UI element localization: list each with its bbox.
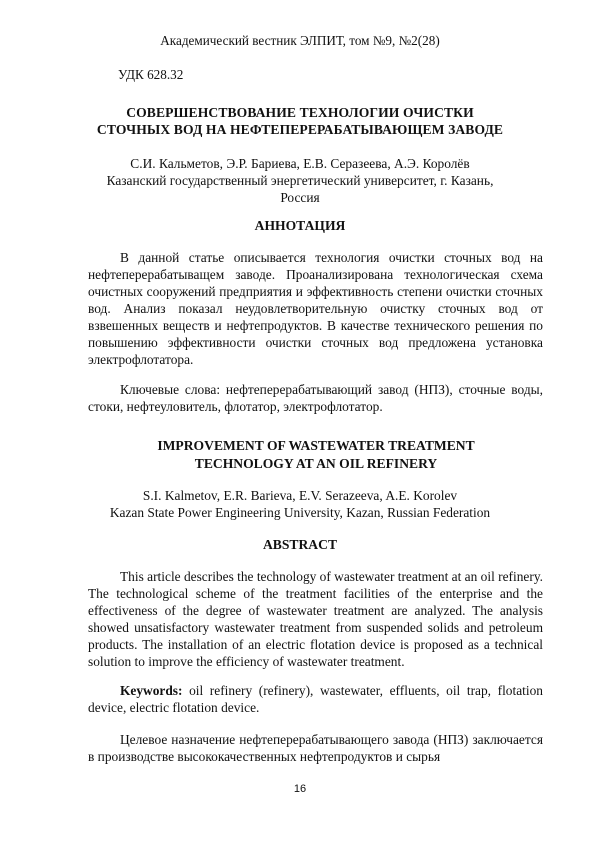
keywords-en-label: Keywords: [120,683,182,698]
author-names-en: S.I. Kalmetov, E.R. Barieva, E.V. Serazeeva, A.E. Korolev [60,487,540,504]
title-ru [60,104,540,138]
abstract-heading: ABSTRACT [0,537,600,553]
title-en-line1: IMPROVEMENT OF WASTEWATER TREATMENT [90,437,542,455]
keywords-ru: Ключевые слова: нефтеперерабатывающий завод (НПЗ), сточные воды, стоки, нефтеуловитель, флотатор, электрофлотатор. [88,381,543,415]
keywords-en-text: oil refinery (refinery), wastewater, effluents, oil trap, flotation device, electric flotation device. [88,683,543,715]
title-en-line2: TECHNOLOGY AT AN OIL REFINERY [90,455,542,473]
affiliation-ru-line1: Казанский государственный энергетический университет, г. Казань, [60,172,540,189]
keywords-en [88,682,543,716]
title-ru-line1: СОВЕРШЕНСТВОВАНИЕ ТЕХНОЛОГИИ ОЧИСТКИ [60,104,540,121]
authors-ru [60,155,540,206]
author-names-ru: С.И. Кальметов, Э.Р. Бариева, Е.В. Серазеева, А.Э. Королёв [60,155,540,172]
title-en [90,437,542,473]
title-ru-line2: СТОЧНЫХ ВОД НА НЕФТЕПЕРЕРАБАТЫВАЮЩЕМ ЗАВОДЕ [60,121,540,138]
udk-code: УДК 628.32 [118,67,183,83]
authors-en [60,487,540,521]
page-number: 16 [0,783,600,795]
page [0,0,600,849]
body-text-start: Целевое назначение нефтеперерабатывающего завода (НПЗ) заключается в производстве высококачественных нефтепродуктов и сырья [88,731,543,765]
abstract-text: This article describes the technology of wastewater treatment at an oil refinery. The technological scheme of the treatment facilities of the enterprise and the effectiveness of the degree of wastewater treatment are analyzed. The analysis showed unsatisfactory wastewater treatment from suspended solids and petroleum products. The installation of an electric flotation device is proposed as a technical solution to improve the efficiency of wastewater treatment. [88,568,543,670]
annotation-heading: АННОТАЦИЯ [0,218,600,234]
running-header: Академический вестник ЭЛПИТ, том №9, №2(28) [0,33,600,49]
affiliation-en: Kazan State Power Engineering University, Kazan, Russian Federation [60,504,540,521]
affiliation-ru-line2: Россия [60,189,540,206]
annotation-text: В данной статье описывается технология очистки сточных вод на нефтеперерабатыващем заводе. Проанализирована технологическая схема очистных сооружений предприятия и эффективность степени очистки сточных вод. Анализ показал неудовлетворительную очистку сточных вод от взвешенных веществ и нефтепродуктов. В качестве технического решения по повышению эффективности очистки сточных вод предложена установка электрофлотатора. [88,249,543,368]
